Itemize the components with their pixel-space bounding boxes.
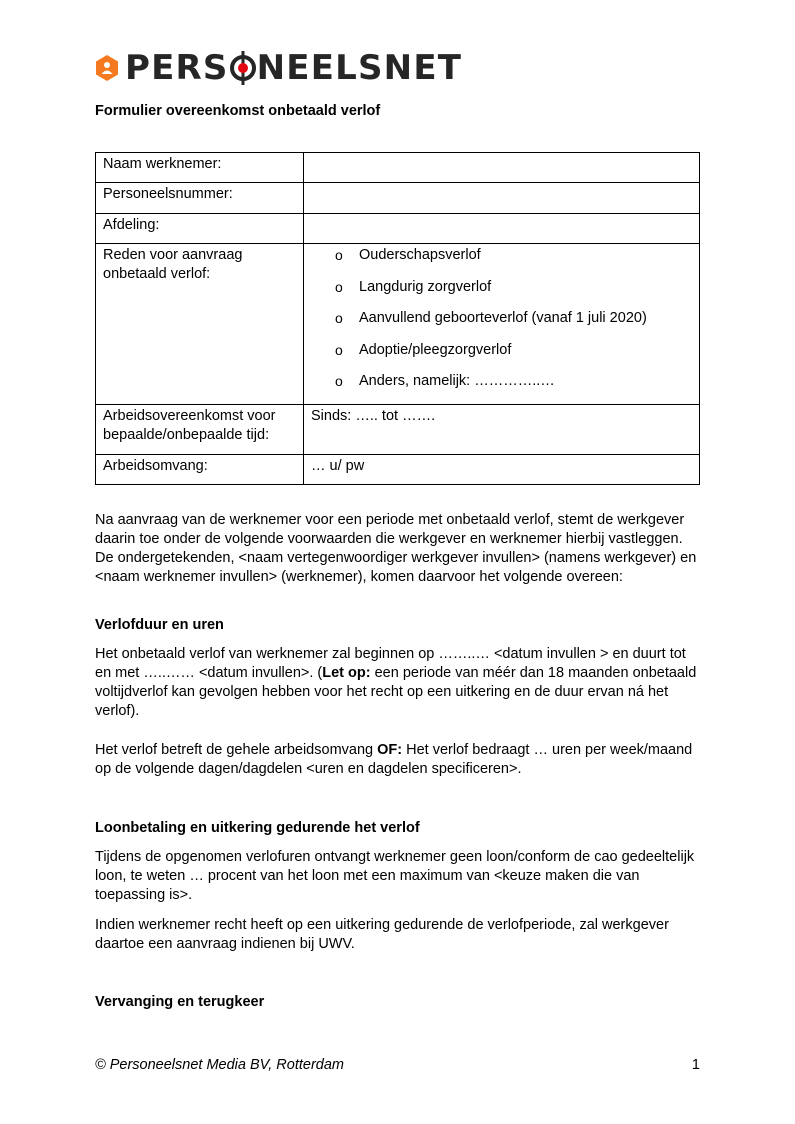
or-label: OF: xyxy=(377,742,403,758)
note-label: Let op: xyxy=(322,665,371,681)
field-label: Naam werknemer: xyxy=(96,153,304,183)
section-heading: Vervanging en terugkeer xyxy=(95,994,265,1010)
personnel-number-field[interactable] xyxy=(304,183,700,214)
reason-option[interactable]: o Langdurig zorgverlof xyxy=(335,278,492,295)
field-label: Afdeling: xyxy=(96,214,304,244)
table-row xyxy=(96,244,700,405)
page-number: 1 xyxy=(691,1057,700,1073)
leave-duration-paragraph: Het onbetaald verlof van werknemer zal beginnen op ……..… <datum invullen > en duurt tot en met …..…… <datum invullen>. (Let op: een periode van méér dan 18 maanden onbetaald voltijdverlof kan gevolgen hebben voor het recht op een uitkering en de duur ervan ná het verlof). xyxy=(95,646,697,719)
bullet-icon: o xyxy=(335,247,343,263)
contract-period-field[interactable]: Sinds: ….. tot ……. xyxy=(304,404,700,454)
section-heading: Loonbetaling en uitkering gedurende het verlof xyxy=(95,820,420,836)
bullet-icon: o xyxy=(335,310,343,326)
salary-paragraph: Tijdens de opgenomen verlofuren ontvangt werknemer geen loon/conform de cao gedeeltelijk loon, te weten … procent van het loon met een maximum van <keuze maken die van toepassing is>. xyxy=(95,849,695,903)
reason-option[interactable]: o Ouderschapsverlof xyxy=(335,247,481,263)
table-row xyxy=(96,183,700,214)
employee-form-table xyxy=(95,152,700,485)
reason-options-list xyxy=(311,246,692,404)
logo-wordmark: PERS NEELSNET xyxy=(125,48,463,88)
bullet-icon: o xyxy=(335,373,343,389)
personeelsnet-logo xyxy=(95,50,462,86)
employee-name-field[interactable] xyxy=(304,153,700,183)
footer-copyright: © Personeelsnet Media BV, Rotterdam xyxy=(95,1057,344,1073)
field-label: Arbeidsovereenkomst voor bepaalde/onbepaalde tijd: xyxy=(96,404,304,454)
reason-option[interactable]: o Aanvullend geboorteverlof (vanaf 1 juli 2020) xyxy=(335,310,647,326)
bullet-icon: o xyxy=(335,341,343,358)
field-label: Reden voor aanvraag onbetaald verlof: xyxy=(96,244,304,405)
section-heading: Verlofduur en uren xyxy=(95,617,224,633)
field-label: Arbeidsomvang: xyxy=(96,454,304,484)
reason-options-cell xyxy=(304,244,700,405)
table-row xyxy=(96,404,700,454)
work-hours-field[interactable]: … u/ pw xyxy=(304,454,700,484)
department-field[interactable] xyxy=(304,214,700,244)
table-row xyxy=(96,153,700,183)
reason-option[interactable]: o Adoptie/pleegzorgverlof xyxy=(335,341,512,358)
benefit-paragraph: Indien werknemer recht heeft op een uitkering gedurende de verlofperiode, zal werkgever daartoe een aanvraag indienen bij UWV. xyxy=(95,917,669,952)
document-title: Formulier overeenkomst onbetaald verlof xyxy=(95,103,381,119)
leave-hours-paragraph: Het verlof betreft de gehele arbeidsomvang OF: Het verlof bedraagt … uren per week/maand op de volgende dagen/dagdelen <uren en dagdelen specificeren>. xyxy=(95,742,693,777)
table-row xyxy=(96,214,700,244)
logo-target-icon xyxy=(230,55,256,81)
reason-option[interactable]: o Anders, namelijk: …………..… xyxy=(335,373,555,389)
table-row xyxy=(96,454,700,484)
bullet-icon: o xyxy=(335,278,343,295)
field-label: Personeelsnummer: xyxy=(96,183,304,214)
intro-paragraph: Na aanvraag van de werknemer voor een periode met onbetaald verlof, stemt de werkgever daarin toe onder de volgende voorwaarden die werkgever en werknemer hierbij vastleggen. De ondergetekenden, <naam vertegenwoordiger werkgever invullen> (namens werkgever) en <naam werknemer invullen> (werknemer), komen daarvoor het volgende overeen: xyxy=(95,512,697,585)
logo-hexagon-icon xyxy=(95,55,119,81)
